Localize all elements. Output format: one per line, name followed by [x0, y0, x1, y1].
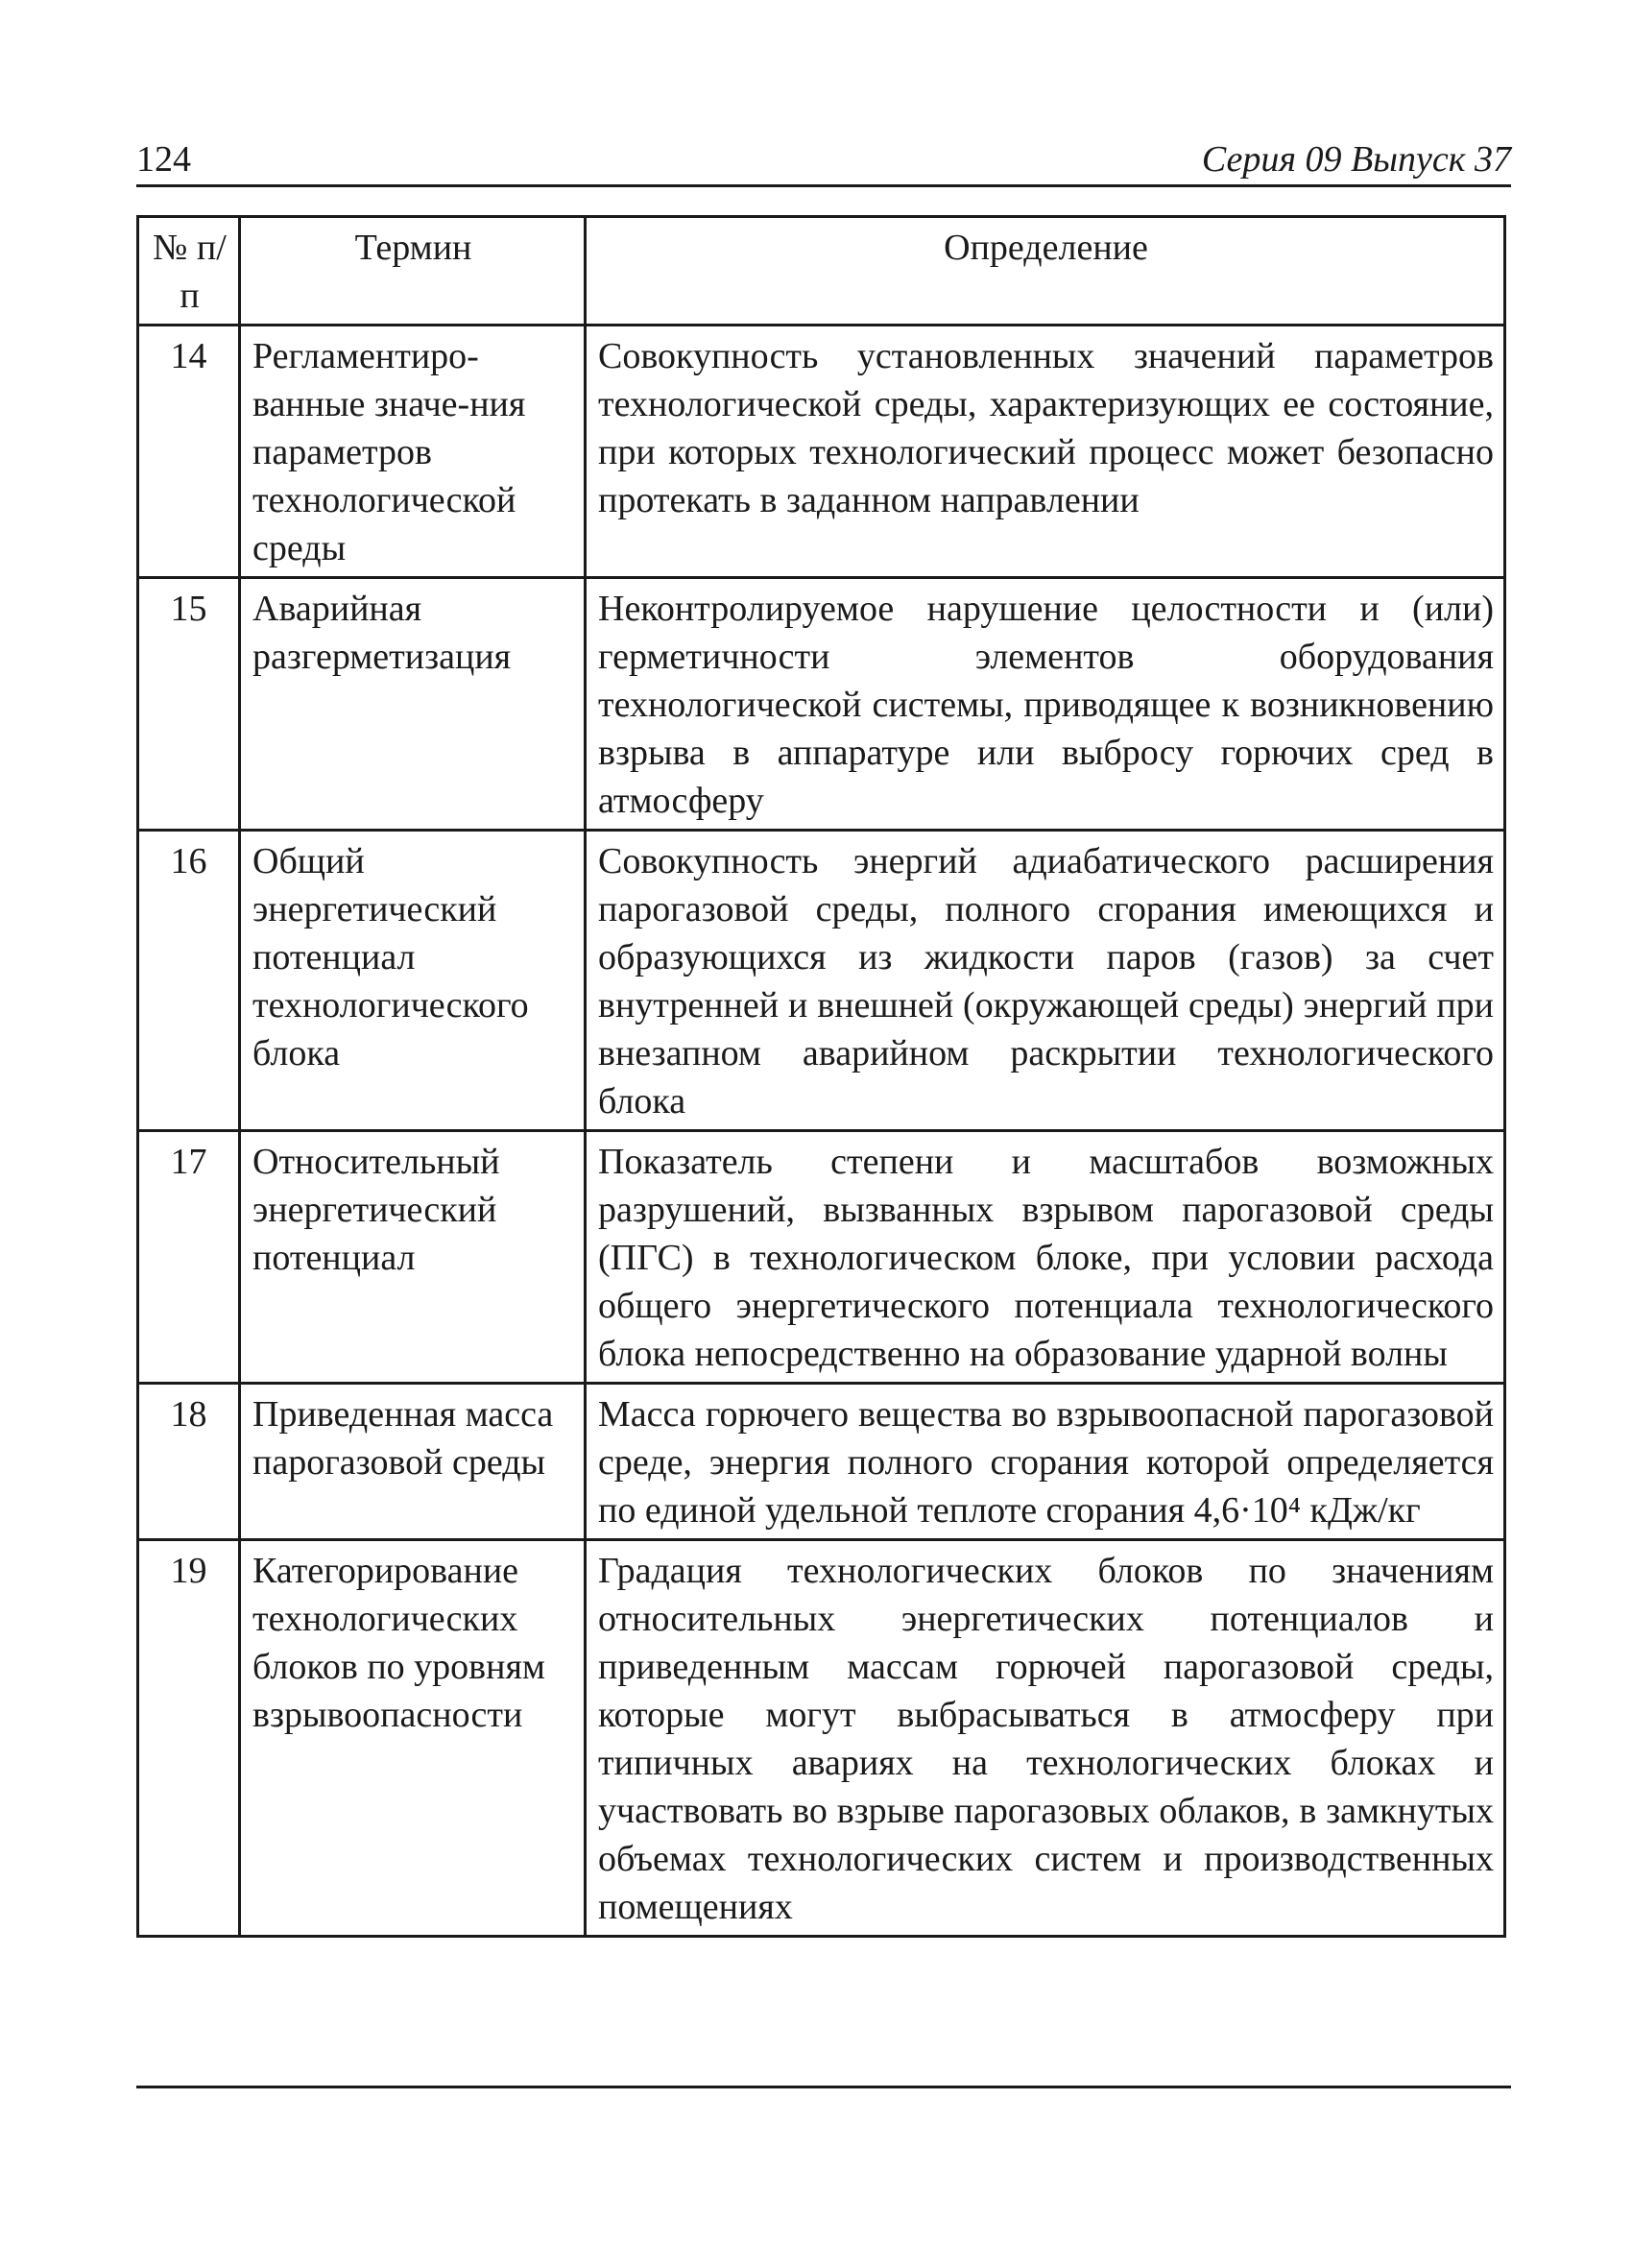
- table-row: [138, 831, 1505, 1131]
- row-term: Аварийная разгерметизация: [240, 578, 586, 831]
- table-header-row: [138, 217, 1505, 326]
- row-term: Приведенная масса парогазовой среды: [240, 1384, 586, 1540]
- row-number: 16: [138, 831, 240, 1131]
- table-row: [138, 1384, 1505, 1540]
- row-term: Относительный энергетический потенциал: [240, 1131, 586, 1384]
- row-definition: Совокупность энергий адиабатического расширения парогазовой среды, полного сгорания имеющихся и образующихся из жидкости паров (газов) за счет внутренней и внешней (окружающей среды) энергий при внезапном аварийном раскрытии технологического блока: [586, 831, 1505, 1131]
- row-number: 14: [138, 326, 240, 578]
- row-definition: Неконтролируемое нарушение целостности и (или) герметичности элементов оборудования технологической системы, приводящее к возникновению взрыва в аппаратуре или выбросу горючих сред в атмосферу: [586, 578, 1505, 831]
- row-term: Категорирование технологических блоков по уровням взрывоопасности: [240, 1540, 586, 1937]
- row-number: 15: [138, 578, 240, 831]
- column-header-definition: Определение: [586, 217, 1505, 326]
- row-number: 18: [138, 1384, 240, 1540]
- row-number: 19: [138, 1540, 240, 1937]
- row-definition: Показатель степени и масштабов возможных разрушений, вызванных взрывом парогазовой среды (ПГС) в технологическом блоке, при условии расхода общего энергетического потенциала технологического блока непосредственно на образование ударной волны: [586, 1131, 1505, 1384]
- page-header: [136, 134, 1511, 187]
- table-row: [138, 326, 1505, 578]
- footer-rule: [136, 2086, 1511, 2088]
- table-row: [138, 578, 1505, 831]
- row-definition: Масса горючего вещества во взрывоопасной парогазовой среде, энергия полного сгорания которой определяется по единой удельной теплоте сгорания 4,6·10⁴ кДж/кг: [586, 1384, 1505, 1540]
- row-definition: Совокупность установленных значений параметров технологической среды, характеризующих ее состояние, при которых технологический процесс может безопасно протекать в заданном направлении: [586, 326, 1505, 578]
- page-number: 124: [136, 139, 191, 180]
- row-term: Общий энергетический потенциал технологического блока: [240, 831, 586, 1131]
- terms-table: [136, 215, 1506, 1938]
- row-term: Регламентиро-ванные значе-ния параметров технологической среды: [240, 326, 586, 578]
- table-row: [138, 1131, 1505, 1384]
- series-label: Серия 09 Выпуск 37: [1201, 139, 1511, 180]
- column-header-number: № п/п: [138, 217, 240, 326]
- row-definition: Градация технологических блоков по значениям относительных энергетических потенциалов и приведенным массам горючей парогазовой среды, которые могут выбрасываться в атмосферу при типичных авариях на технологических блоках и участвовать во взрыве парогазовых облаков, в замкнутых объемах технологических систем и производственных помещениях: [586, 1540, 1505, 1937]
- column-header-term: Термин: [240, 217, 586, 326]
- table-row: [138, 1540, 1505, 1937]
- row-number: 17: [138, 1131, 240, 1384]
